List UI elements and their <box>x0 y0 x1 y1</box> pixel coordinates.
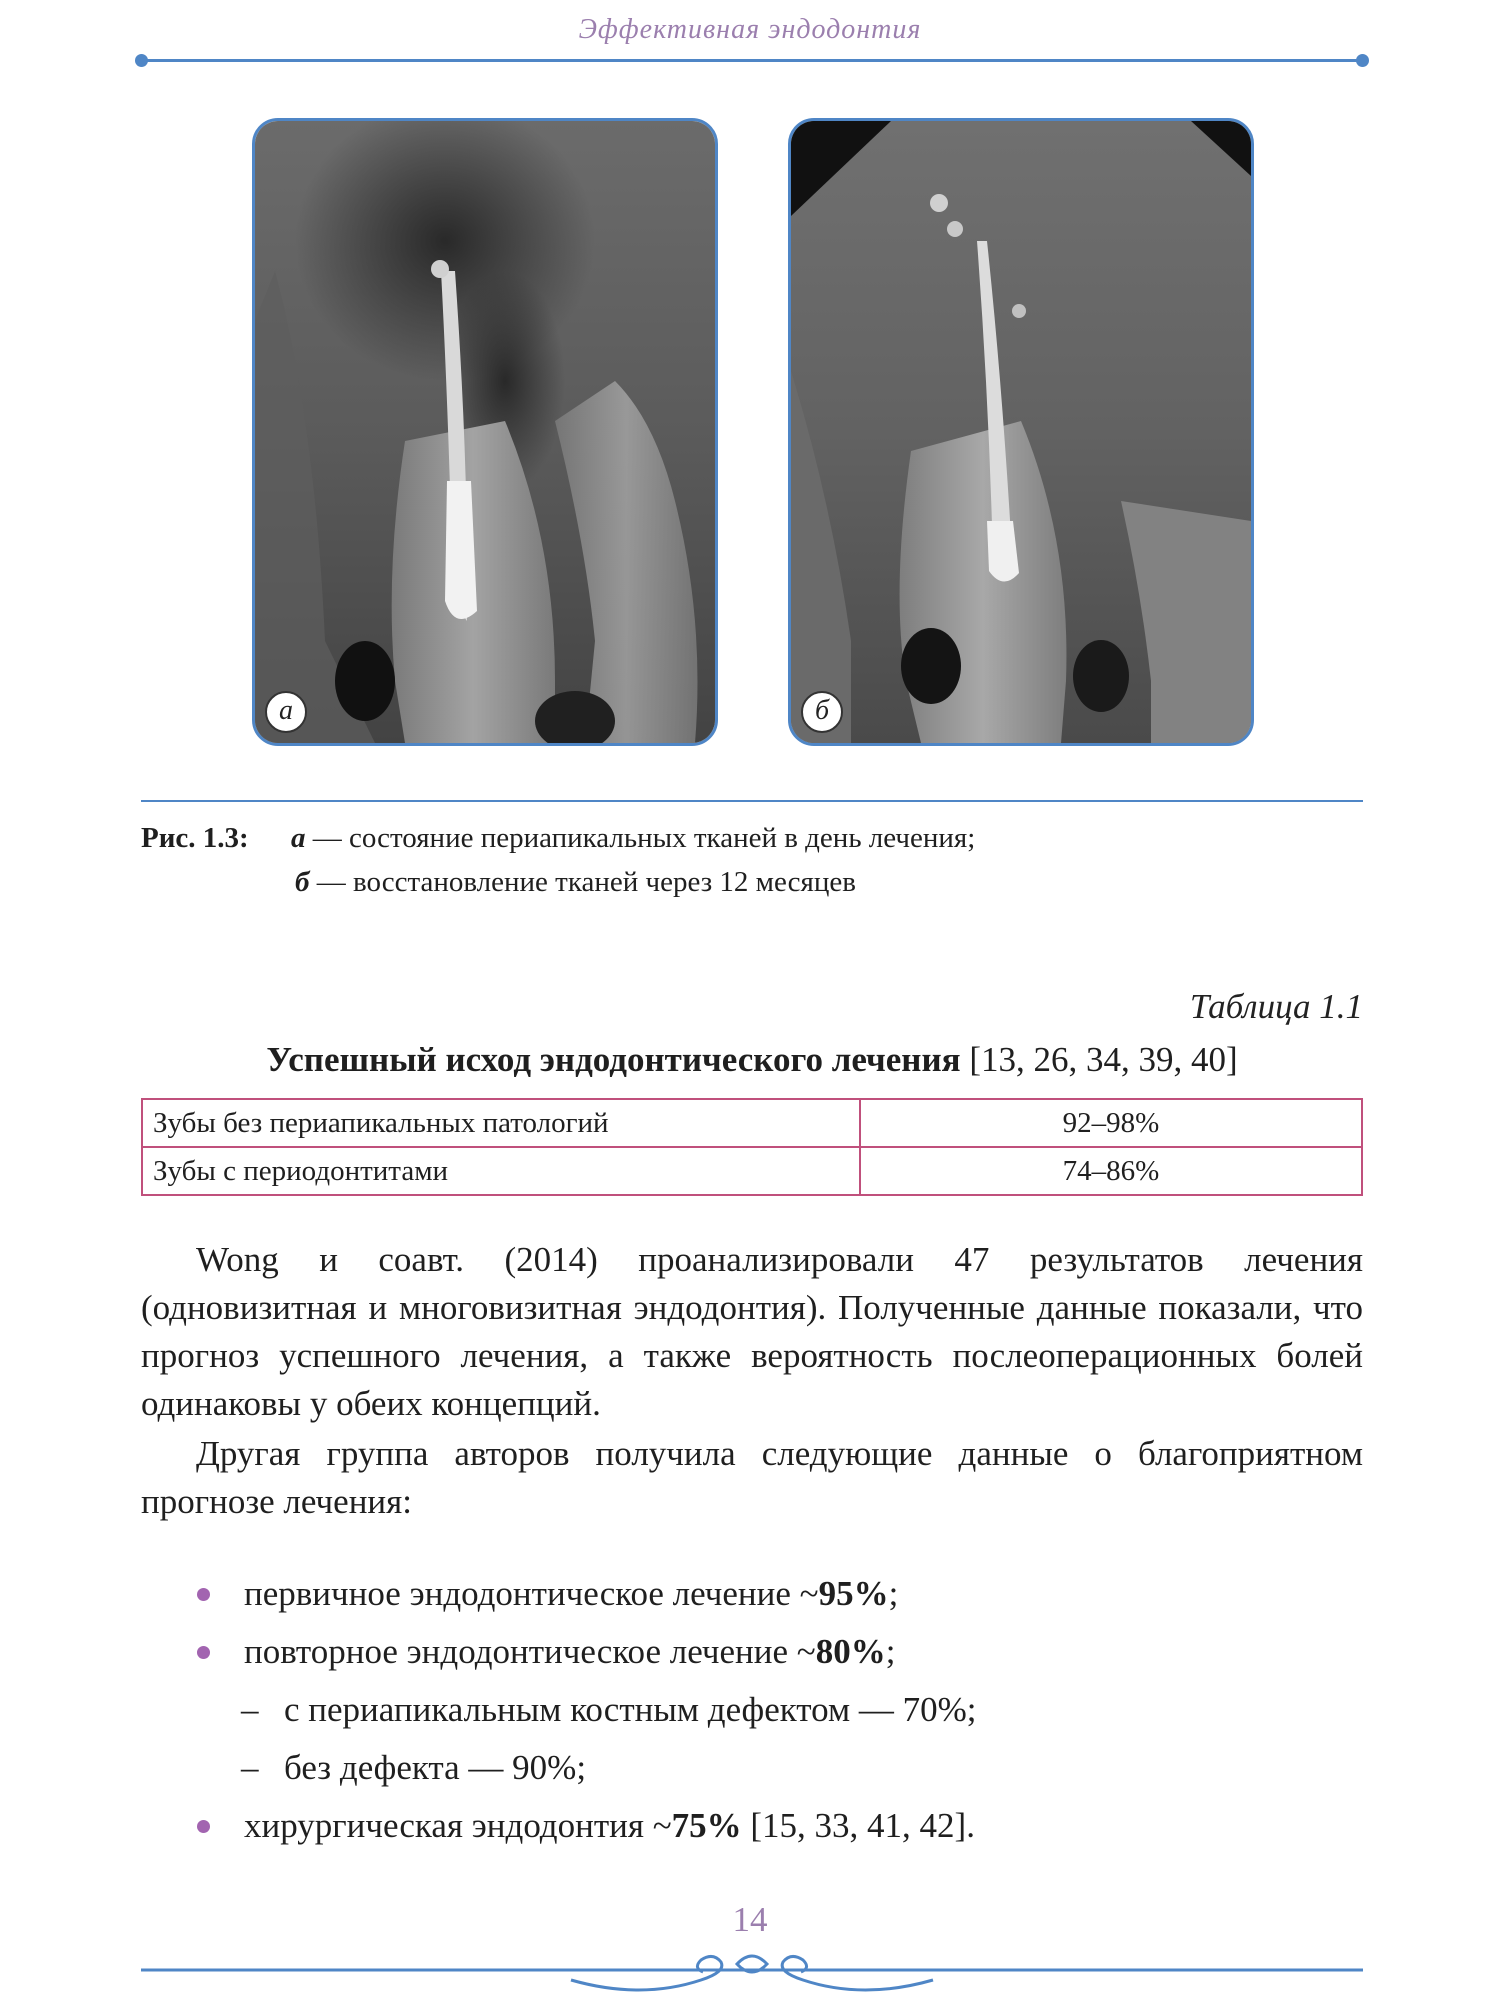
body-paragraph-1: Wong и соавт. (2014) проанализировали 47 результатов лечения (одновизитная и многовизитная эндодонтия). Полученные данные показали, что прогноз успешного лечения, а также вероятность послеоперационных болей одинаковы у обеих концепций. <box>141 1240 1363 1423</box>
table-cell-label: Зубы с периодонтитами <box>142 1147 860 1195</box>
xray-panel-a <box>252 118 718 746</box>
caption-text-a: — состояние периапикальных тканей в день лечения; <box>305 822 976 854</box>
running-header: Эффективная эндодонтия <box>578 14 922 45</box>
bullet-dot-icon <box>197 1646 210 1659</box>
dash-marker: – <box>241 1690 259 1729</box>
sub-list-item: – с периапикальным костным дефектом — 70%; <box>141 1681 1363 1739</box>
figure-caption <box>141 816 1361 904</box>
table-cell-label: Зубы без периапикальных патологий <box>142 1099 860 1147</box>
table-cell-value: 74–86% <box>860 1147 1362 1195</box>
table-row <box>142 1147 1362 1195</box>
page-number: 14 <box>732 1900 768 1939</box>
caption-letter-b: б <box>295 866 310 898</box>
sub-list-item: – без дефекта — 90%; <box>141 1739 1363 1797</box>
body-paragraph-2: Другая группа авторов получила следующие данные о благоприятном прогнозе лечения: <box>141 1434 1363 1521</box>
dash-marker: – <box>241 1748 259 1787</box>
bullet-dot-icon <box>197 1588 210 1601</box>
outcome-table <box>141 1098 1363 1196</box>
caption-text-b: — восстановление тканей через 12 месяцев <box>309 866 856 898</box>
caption-letter-a: а <box>291 822 306 854</box>
table-title-bold: Успешный исход эндодонтического лечения <box>266 1040 961 1079</box>
caption-prefix: Рис. 1.3: <box>141 822 249 854</box>
xray-panel-b <box>788 118 1254 746</box>
list-item: хирургическая эндодонтия ~75% [15, 33, 41, 42]. <box>141 1797 1363 1855</box>
panel-label-a: а <box>265 691 307 733</box>
panel-label-b: б <box>801 691 843 733</box>
bullet-list <box>141 1565 1363 1855</box>
xray-image-a <box>255 121 715 743</box>
footer-ornament-icon <box>141 1950 1363 2000</box>
table-label: Таблица 1.1 <box>1189 987 1363 1026</box>
header-rule <box>141 59 1363 62</box>
caption-line-2 <box>141 860 1361 904</box>
caption-line-1 <box>141 816 1361 860</box>
bullet-dot-icon <box>197 1820 210 1833</box>
table-row <box>142 1099 1362 1147</box>
table-title-refs: [13, 26, 34, 39, 40] <box>960 1040 1238 1079</box>
list-item: первичное эндодонтическое лечение ~95%; <box>141 1565 1363 1623</box>
table-title <box>141 1040 1363 1080</box>
table-cell-value: 92–98% <box>860 1099 1362 1147</box>
figure-rule <box>141 800 1363 802</box>
list-item: повторное эндодонтическое лечение ~80%; <box>141 1623 1363 1681</box>
xray-image-b <box>791 121 1251 743</box>
